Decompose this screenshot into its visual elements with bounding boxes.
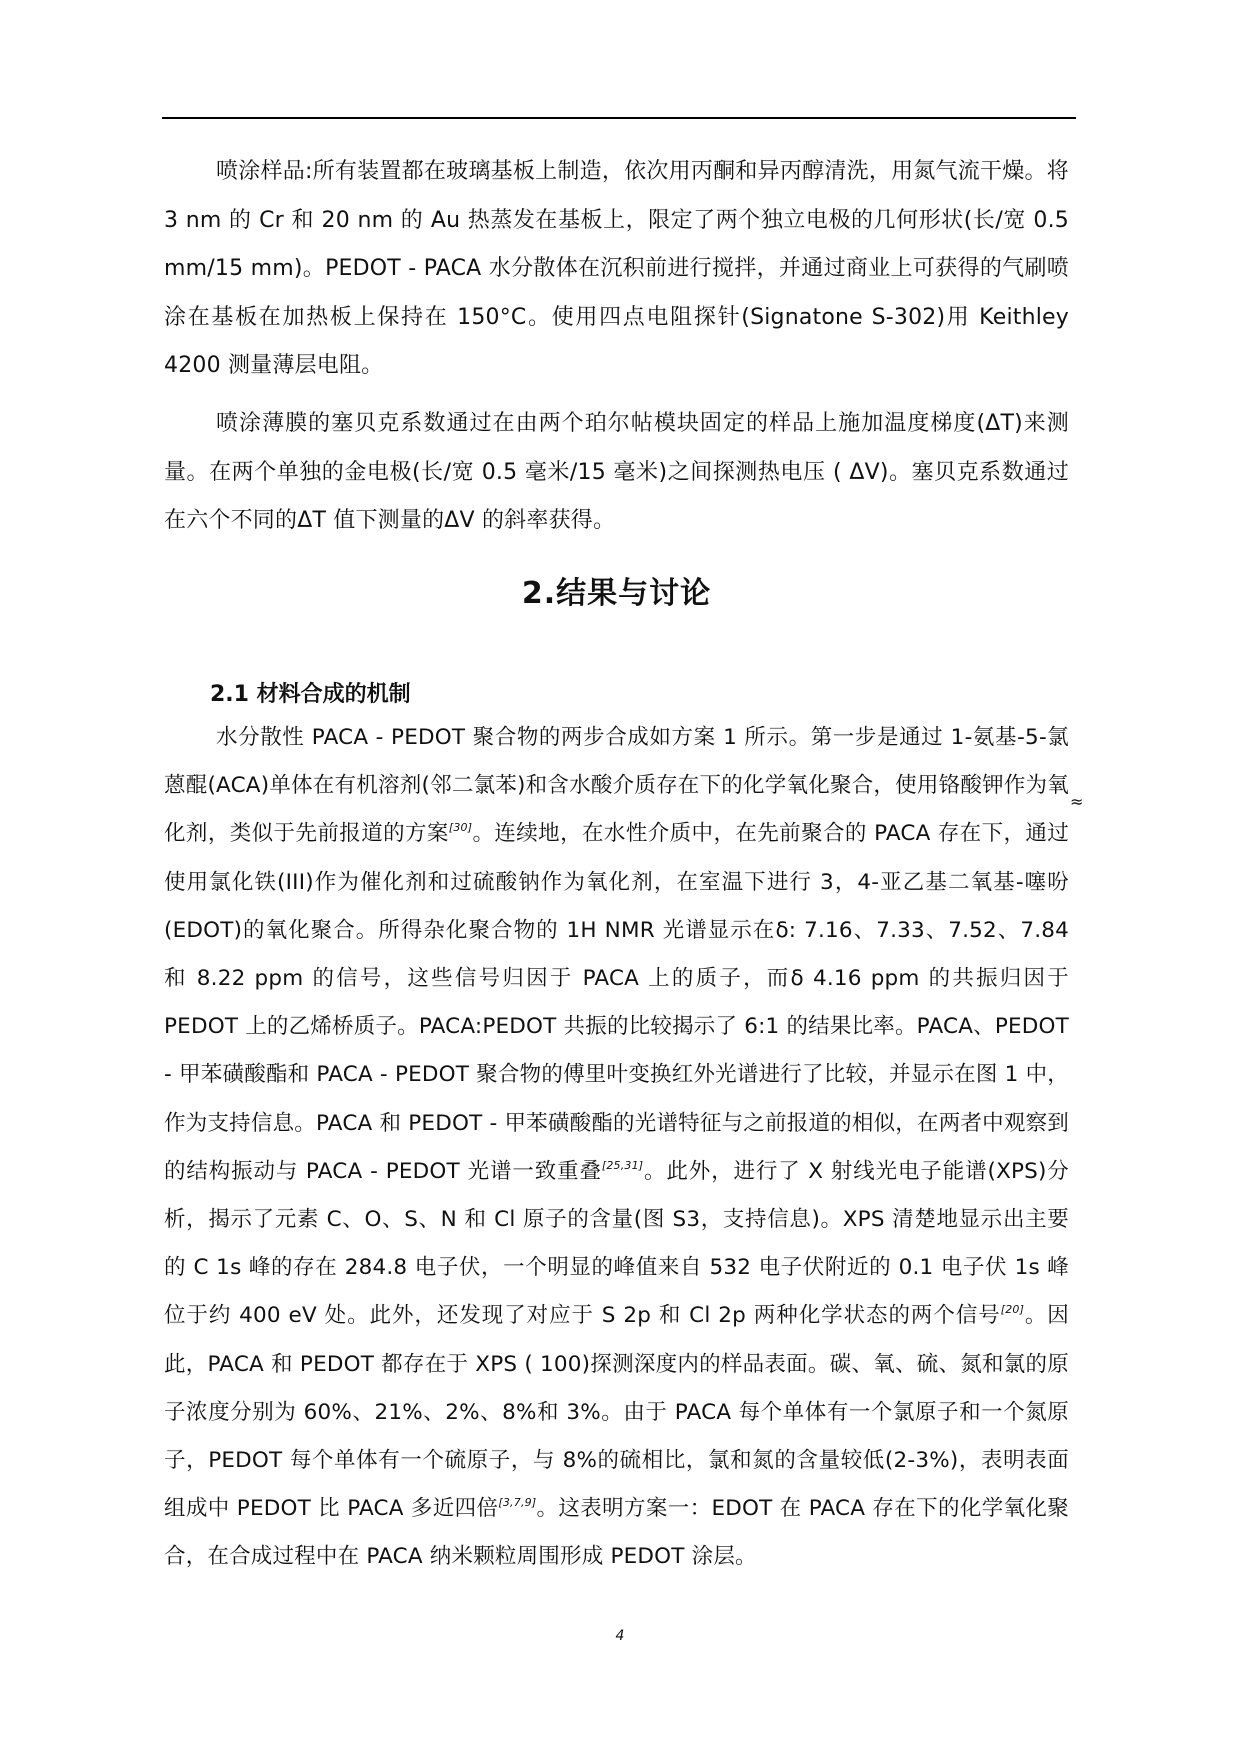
methods-spray-section — [164, 148, 1069, 391]
header-rule — [162, 117, 1076, 119]
citation-3-7-9: [3,7,9] — [498, 1496, 537, 1510]
synthesis-section — [164, 714, 1069, 1582]
citation-25-31: [25,31] — [601, 1158, 644, 1172]
synthesis-text-3: 。此外，进行了 X 射线光电子能谱(XPS)分析，揭示了元素 C、O、S、N 和 Cl 原子的含量(图 S3，支持信息)。XPS 清楚地显示出主要的 C 1s 峰的存在 284.8 电子伏，一个明显的峰值来自 532 电子伏附近的 0.1 电子伏 1s 峰位于约 400 eV 处。此外，还发现了对应于 S 2p 和 Cl 2p 两种化学状态的两个信号 — [164, 1158, 1069, 1329]
citation-30: [30] — [448, 821, 473, 835]
chapter-title: 2.结果与讨论 — [521, 576, 712, 611]
paragraph-spray-samples: 喷涂样品:所有装置都在玻璃基板上制造，依次用丙酮和异丙醇清洗，用氮气流干燥。将 3 nm 的 Cr 和 20 nm 的 Au 热蒸发在基板上，限定了两个独立电极的几何形状(长/宽 0.5 mm/15 mm)。PEDOT - PACA 水分散体在沉积前进行搅拌，并通过商业上可获得的气刷喷涂在基板在加热板上保持在 150°C。使用四点电阻探针(Signatone S-302)用 Keithley 4200 测量薄层电阻。 — [164, 159, 1069, 379]
synthesis-text-4: 。因此，PACA 和 PEDOT 都存在于 XPS ( 100)探测深度内的样品表面。碳、氧、硫、氮和氯的原子浓度分别为 60%、21%、2%、8%和 3%。由于 PACA 每个单体有一个氯原子和一个氮原子，PEDOT 每个单体有一个硫原子，与 8%的硫相比，氯和氮的含量较低(2-3%)，表明表面组成中 PEDOT 比 PACA 多近四倍 — [164, 1303, 1070, 1522]
section-title: 2.1 材料合成的机制 — [210, 682, 411, 707]
paragraph-seebeck: 喷涂薄膜的塞贝克系数通过在由两个珀尔帖模块固定的样品上施加温度梯度(ΔT)来测量。在两个单独的金电极(长/宽 0.5 毫米/15 毫米)之间探测热电压 ( ΔV)。塞贝克系数通过在六个不同的ΔT 值下测量的ΔV 的斜率获得。 — [164, 411, 1069, 534]
synthesis-text-1: 水分散性 PACA - PEDOT 聚合物的两步合成如方案 1 所示。第一步是通过 1-氨基-5-氯蒽醌(ACA)单体在有机溶剂(邻二氯苯)和含水酸介质存在下的化学氧化聚合，使用铬酸钾作为氧化剂，类似于先前报道的方案 — [164, 725, 1069, 847]
synthesis-text-2: 。连续地，在水性介质中，在先前聚合的 PACA 存在下，通过使用氯化铁(III)作为催化剂和过硫酸钠作为氧化剂，在室温下进行 3，4-亚乙基二氧基-噻吩(EDOT)的氧化聚合。所得杂化聚合物的 1H NMR 光谱显示在δ: 7.16、7.33、7.52、7.84 和 8.22 ppm 的信号，这些信号归因于 PACA 上的质子，而δ 4.16 ppm 的共振归因于 PEDOT 上的乙烯桥质子。PACA:PEDOT 共振的比较揭示了 6:1 的结果比率。PACA、PEDOT - 甲苯磺酸酯和 PACA - PEDOT 聚合物的傅里叶变换红外光谱进行了比较，并显示在图 1 中，作为支持信息。PACA 和 PEDOT - 甲苯磺酸酯的光谱特征与之前报道的相似，在两者中观察到的结构振动与 PACA - PEDOT 光谱一致重叠 — [164, 821, 1070, 1184]
methods-seebeck-section — [164, 400, 1069, 546]
page-number: 4 — [615, 1628, 625, 1644]
margin-mark: ≈ — [1070, 792, 1084, 811]
synthesis-text-5: 。这表明方案一：EDOT 在 PACA 存在下的化学氧化聚合，在合成过程中在 PACA 纳米颗粒周围形成 PEDOT 涂层。 — [164, 1496, 1070, 1570]
paragraph-synthesis — [164, 714, 1069, 1582]
citation-20: [20] — [1000, 1303, 1025, 1317]
